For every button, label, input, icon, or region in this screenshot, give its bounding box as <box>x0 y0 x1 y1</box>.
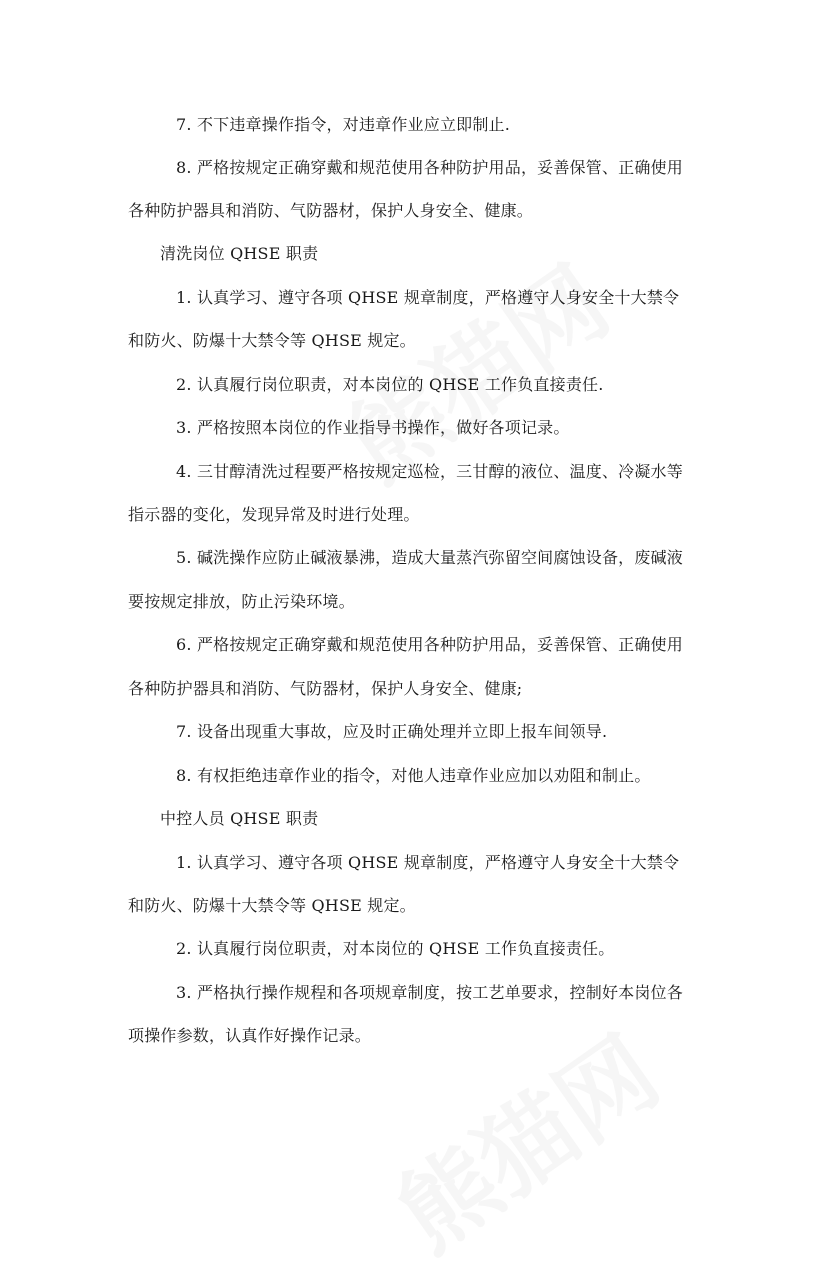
section-heading-control: 中控人员 QHSE 职责 <box>160 809 319 828</box>
cleaning-item-2: 2. 认真履行岗位职责，对本岗位的 QHSE 工作负直接责任. <box>176 375 604 394</box>
cleaning-item-5: 5. 碱洗操作应防止碱液暴沸，造成大量蒸汽弥留空间腐蚀设备，废碱液 <box>176 548 683 567</box>
control-item-3-cont: 项操作参数，认真作好操作记录。 <box>128 1026 372 1045</box>
cleaning-item-4-cont: 指示器的变化，发现异常及时进行处理。 <box>128 505 420 524</box>
cleaning-item-8: 8. 有权拒绝违章作业的指令，对他人违章作业应加以劝阻和制止。 <box>176 766 651 785</box>
duty-item-8-ppe-cont: 各种防护器具和消防、气防器材，保护人身安全、健康。 <box>128 201 534 220</box>
duty-item-7-operation: 7. 不下违章操作指令，对违章作业应立即制止. <box>176 115 511 134</box>
control-item-3: 3. 严格执行操作规程和各项规章制度，按工艺单要求，控制好本岗位各 <box>176 983 683 1002</box>
control-item-2: 2. 认真履行岗位职责，对本岗位的 QHSE 工作负直接责任。 <box>176 939 615 958</box>
watermark-lower <box>367 1000 681 1277</box>
duty-item-8-ppe: 8. 严格按规定正确穿戴和规范使用各种防护用品，妥善保管、正确使用 <box>176 158 683 177</box>
section-heading-cleaning: 清洗岗位 QHSE 职责 <box>160 244 319 263</box>
cleaning-item-5-cont: 要按规定排放，防止污染环境。 <box>128 592 355 611</box>
cleaning-item-1: 1. 认真学习、遵守各项 QHSE 规章制度，严格遵守人身安全十大禁令 <box>176 288 680 307</box>
cleaning-item-4: 4. 三甘醇清洗过程要严格按规定巡检，三甘醇的液位、温度、冷凝水等 <box>176 462 683 481</box>
control-item-1: 1. 认真学习、遵守各项 QHSE 规章制度，严格遵守人身安全十大禁令 <box>176 853 680 872</box>
cleaning-item-6: 6. 严格按规定正确穿戴和规范使用各种防护用品，妥善保管、正确使用 <box>176 635 683 654</box>
cleaning-item-3: 3. 严格按照本岗位的作业指导书操作，做好各项记录。 <box>176 418 570 437</box>
cleaning-item-7: 7. 设备出现重大事故，应及时正确处理并立即上报车间领导. <box>176 722 608 741</box>
control-item-1-cont: 和防火、防爆十大禁令等 QHSE 规定。 <box>128 896 416 915</box>
cleaning-item-6-cont: 各种防护器具和消防、气防器材，保护人身安全、健康; <box>128 679 523 698</box>
cleaning-item-1-cont: 和防火、防爆十大禁令等 QHSE 规定。 <box>128 331 416 350</box>
